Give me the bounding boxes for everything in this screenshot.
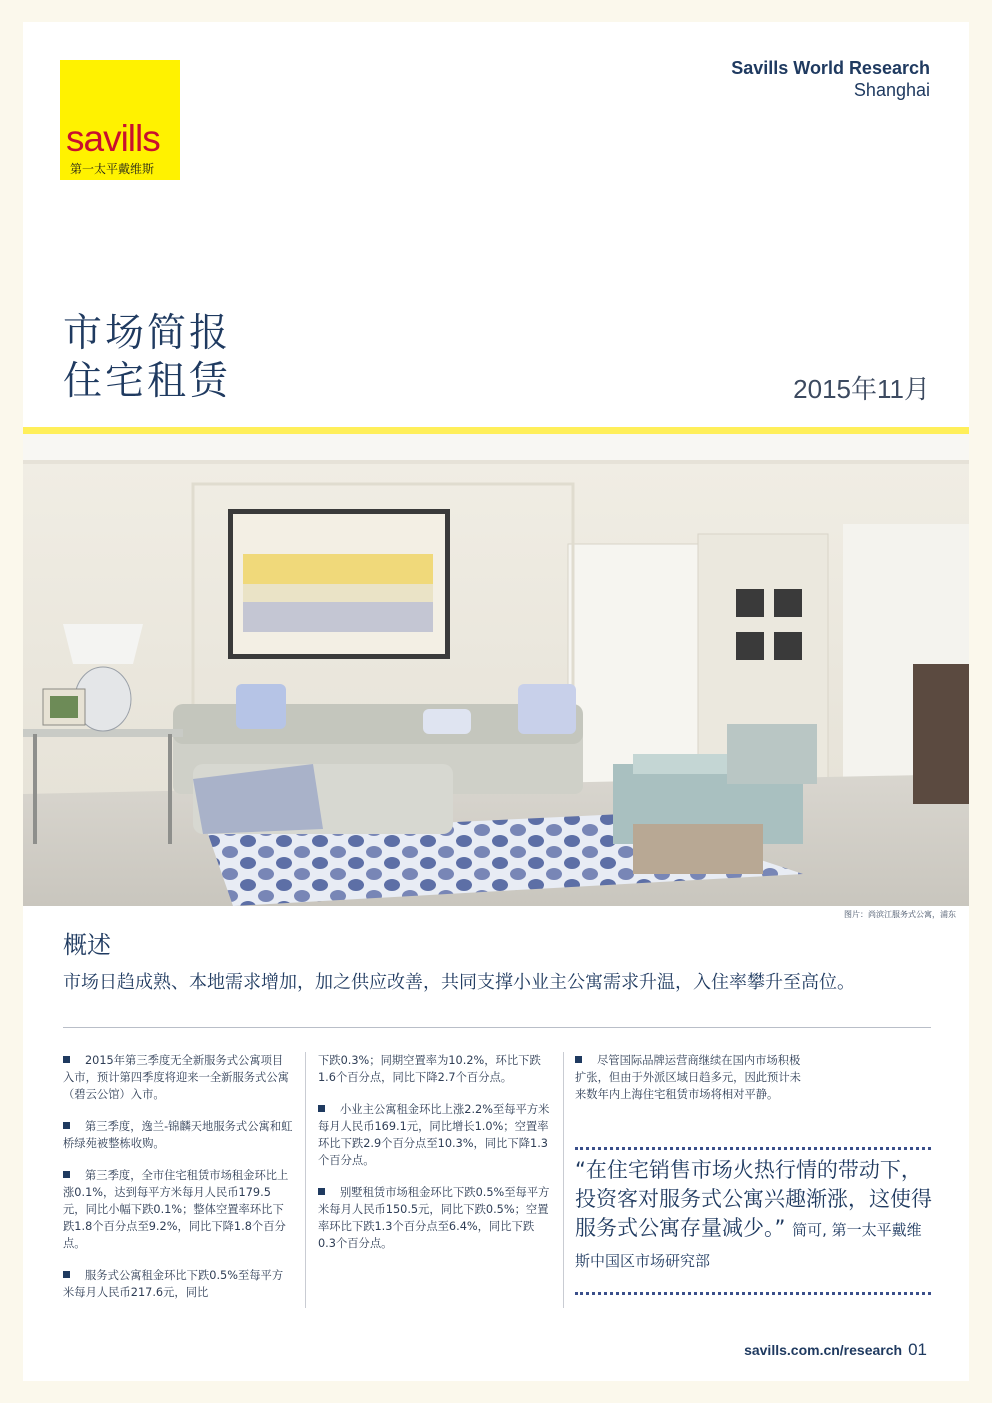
text-column-1	[63, 1052, 293, 1316]
square-bullet-icon	[318, 1188, 325, 1195]
savills-logo	[60, 60, 180, 180]
bullet-item: 小业主公寓租金环比上涨2.2%至每平方米每月人民币169.1元，同比增长1.0%；空置率环比下跌2.9个百分点至10.3%，同比下降1.3个百分点。	[318, 1103, 550, 1167]
square-bullet-icon	[63, 1122, 70, 1129]
continued-text: 下跌0.3%；同期空置率为10.2%，环比下跌1.6个百分点，同比下降2.7个百分点。	[318, 1054, 541, 1084]
brand-title: Savills World Research	[731, 58, 930, 78]
bullet-item: 第三季度，全市住宅租赁市场租金环比上涨0.1%，达到每平方米每月人民币179.5元，同比小幅下跌0.1%；整体空置率环比下跌1.8个百分点至9.2%，同比下降1.8个百分点。	[63, 1169, 289, 1250]
bullet-item: 2015年第三季度无全新服务式公寓项目入市，预计第四季度将迎来一全新服务式公寓（碧云公馆）入市。	[63, 1054, 289, 1101]
overview-summary: 市场日趋成熟、本地需求增加，加之供应改善，共同支撑小业主公寓需求升温，入住率攀升至高位。	[63, 972, 855, 993]
page-footer	[744, 1340, 927, 1360]
overview-heading: 概述	[63, 931, 111, 959]
column-separator	[305, 1052, 306, 1308]
bullet-item: 第三季度，逸兰-锦麟天地服务式公寓和虹桥绿苑被整栋收购。	[63, 1120, 293, 1150]
report-date: 2015年11月	[793, 374, 930, 404]
title-line-1: 市场简报	[63, 311, 232, 356]
square-bullet-icon	[575, 1056, 582, 1063]
footer-url[interactable]: savills.com.cn/research	[744, 1342, 903, 1358]
title-line-2: 住宅租赁	[63, 359, 232, 404]
text-column-2	[318, 1052, 550, 1267]
bullet-item: 别墅租赁市场租金环比下跌0.5%至每平方米每月人民币150.5元，同比下跌0.5%；空置率环比下跌1.3个百分点至6.4%，同比下跌0.3个百分点。	[318, 1186, 550, 1250]
quote-attribution: 简可, 第一太平戴维斯中国区市场研究部	[575, 1221, 922, 1270]
square-bullet-icon	[63, 1271, 70, 1278]
brand-city: Shanghai	[853, 80, 930, 100]
living-room-illustration	[23, 434, 969, 906]
square-bullet-icon	[63, 1171, 70, 1178]
photo-caption: 图片：尚滨江服务式公寓，浦东	[844, 910, 956, 919]
pull-quote	[575, 1156, 935, 1276]
page	[23, 22, 969, 1381]
report-title	[63, 310, 231, 406]
yellow-divider	[23, 427, 969, 434]
logo-word: savills	[66, 118, 160, 159]
column-separator	[563, 1052, 564, 1308]
quote-top-dots	[575, 1147, 931, 1150]
square-bullet-icon	[318, 1105, 325, 1112]
square-bullet-icon	[63, 1056, 70, 1063]
section-rule	[63, 1027, 931, 1028]
quote-text: “在住宅销售市场火热行情的带动下，投资客对服务式公寓兴趣渐涨，这使得服务式公寓存量减少。”	[575, 1158, 932, 1240]
cover-photo	[23, 434, 969, 906]
page-number: 01	[908, 1340, 927, 1359]
text-column-3	[575, 1052, 803, 1118]
publication-brand	[731, 58, 930, 101]
quote-bottom-dots	[575, 1292, 931, 1295]
bullet-item: 尽管国际品牌运营商继续在国内市场积极扩张，但由于外派区域日趋多元，因此预计未来数年内上海住宅租赁市场将相对平静。	[575, 1054, 801, 1101]
logo-subtitle: 第一太平戴维斯	[70, 162, 155, 176]
bullet-item: 服务式公寓租金环比下跌0.5%至每平方米每月人民币217.6元，同比	[63, 1269, 284, 1299]
